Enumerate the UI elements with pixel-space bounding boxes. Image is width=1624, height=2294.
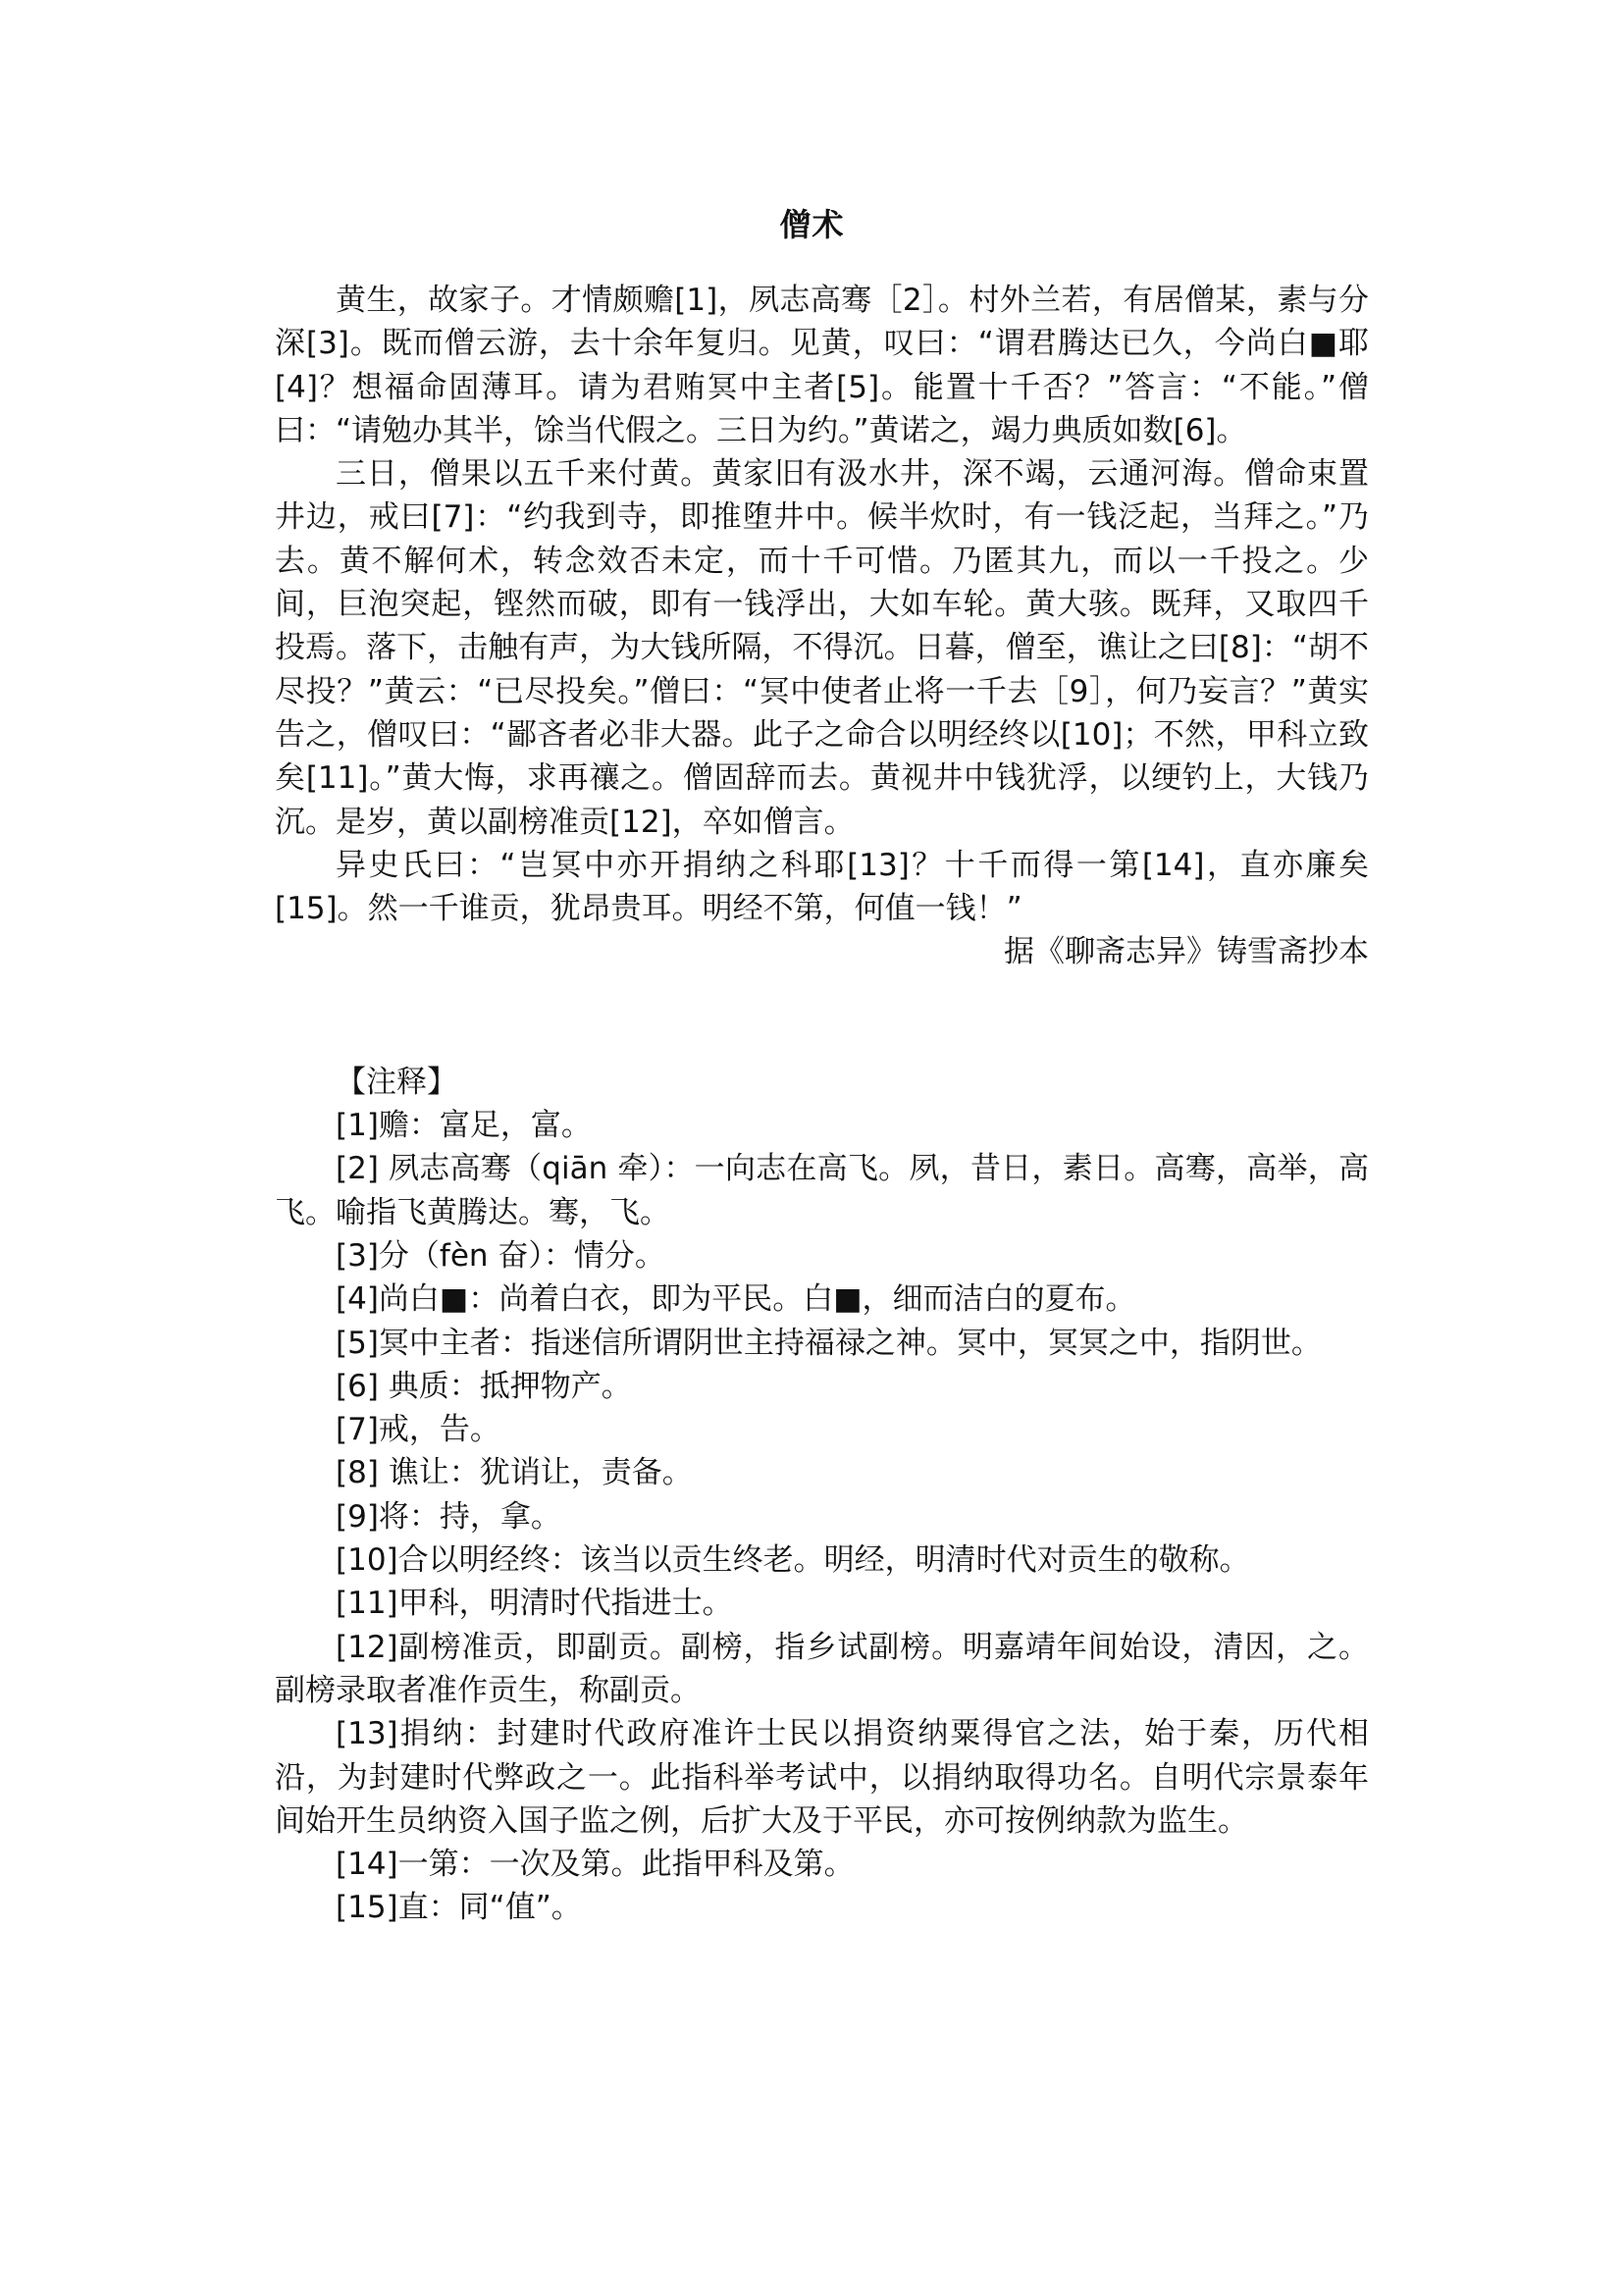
note-item: [1]赡：富足，富。 [336,1108,592,1144]
note-item: [11]甲科，明清时代指进士。 [336,1586,733,1622]
note-item: [14]一第：一次及第。此指甲科及第。 [336,1847,855,1883]
note-item: [15]直：同“值”。 [336,1890,582,1926]
notes-section [275,1061,1369,1930]
section-spacer [275,974,1369,1061]
note-item: [13]捐纳：封建时代政府准许士民以捐资纳粟得官之法，始于秦，历代相沿，为封建时代弊政之一。此指科举考试中，以捐纳取得功名。自明代宗景泰年间始开生员纳资入国子监之例，后扩大及于平民，亦可按例纳款为监生。 [275,1716,1369,1839]
note-item: [8] 谯让：犹诮让，责备。 [336,1455,693,1491]
story-paragraph: 三日，僧果以五千来付黄。黄家旧有汲水井，深不竭，云通河海。僧命束置井边，戒曰[7]：“约我到寺，即推堕井中。候半炊时，有一钱泛起，当拜之。”乃去。黄不解何术，转念效否未定，而十千可惜。乃匿其九，而以一千投之。少间，巨泡突起，铿然而破，即有一钱浮出，大如车轮。黄大骇。既拜，又取四千投焉。落下，击触有声，为大钱所隔，不得沉。日暮，僧至，谯让之曰[8]：“胡不尽投？”黄云：“已尽投矣。”僧曰：“冥中使者止将一千去［9］，何乃妄言？”黄实告之，僧叹曰：“鄙吝者必非大器。此子之命合以明经终以[10]；不然，甲科立致矣[11]。”黄大悔，求再禳之。僧固辞而去。黄视井中钱犹浮，以绠钓上，大钱乃沉。是岁，黄以副榜准贡[12]，卒如僧言。 [275,456,1369,840]
source-attribution: 据《聊斋志异》铸雪斋抄本 [1004,934,1369,970]
note-item: [4]尚白■：尚着白衣，即为平民。白■，细而洁白的夏布。 [336,1281,1136,1318]
note-item: [7]戒，告。 [336,1412,500,1448]
note-item: [6] 典质：抵押物产。 [336,1368,632,1404]
note-item: [10]合以明经终：该当以贡生终老。明经，明清时代对贡生的敬称。 [336,1542,1250,1579]
story-section [275,279,1369,974]
document-body [275,279,1369,1930]
notes-heading: 【注释】 [336,1064,457,1100]
note-item: [5]冥中主者：指迷信所谓阴世主持福禄之神。冥中，冥冥之中，指阴世。 [336,1325,1322,1361]
note-item: [3]分（fèn 奋）：情分。 [336,1237,665,1274]
page-title: 僧术 [779,206,845,243]
story-paragraph: 异史氏曰：“岂冥中亦开捐纳之科耶[13]？十千而得一第[14]，直亦廉矣[15]。然一千谁贡，犹昂贵耳。明经不第，何值一钱！” [275,847,1369,927]
note-item: [2] 夙志高骞（qiān 牵）：一向志在高飞。夙，昔日，素日。高骞，高举，高飞。喻指飞黄腾达。骞，飞。 [275,1151,1369,1230]
note-item: [12]副榜准贡，即副贡。副榜，指乡试副榜。明嘉靖年间始设，清因，之。副榜录取者准作贡生，称副贡。 [275,1629,1369,1708]
story-paragraph: 黄生，故家子。才情颇赡[1]，夙志高骞［2］。村外兰若，有居僧某，素与分深[3]。既而僧云游，去十余年复归。见黄，叹曰：“谓君腾达已久，今尚白■耶[4]？想福命固薄耳。请为君贿冥中主者[5]。能置十千否？”答言：“不能。”僧曰：“请勉办其半，馀当代假之。三日为约。”黄诺之，竭力典质如数[6]。 [275,283,1369,448]
note-item: [9]将：持，拿。 [336,1498,561,1535]
